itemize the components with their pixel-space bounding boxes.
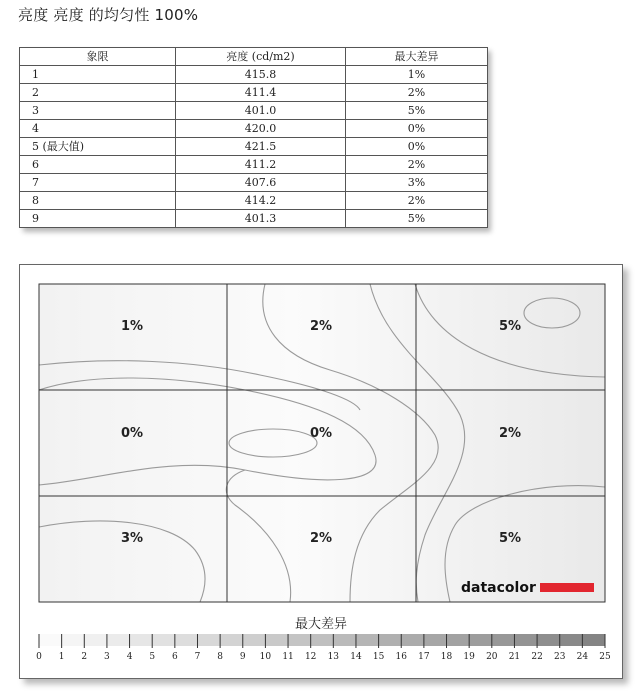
logo-text: datacolor bbox=[461, 580, 536, 596]
uniformity-table bbox=[19, 47, 488, 228]
legend-tick-label: 25 bbox=[599, 652, 611, 662]
cell-label: 3% bbox=[120, 531, 144, 546]
legend-swatch bbox=[175, 634, 198, 646]
cell-label: 1% bbox=[120, 319, 144, 334]
luminance-cell: 407.6 bbox=[176, 174, 346, 192]
legend-tick-label: 3 bbox=[104, 652, 110, 662]
color-scale-legend bbox=[36, 634, 611, 662]
table-row bbox=[20, 120, 488, 138]
legend-tick-label: 14 bbox=[350, 652, 362, 662]
legend-tick-label: 0 bbox=[36, 652, 42, 662]
difference-cell: 1% bbox=[346, 66, 488, 84]
legend-tick-label: 1 bbox=[58, 652, 65, 662]
legend-tick-label: 15 bbox=[372, 652, 385, 662]
legend-swatch bbox=[424, 634, 447, 646]
cell-label: 2% bbox=[498, 426, 522, 441]
legend-swatch bbox=[469, 634, 492, 646]
table-row bbox=[20, 192, 488, 210]
legend-swatch bbox=[39, 634, 62, 646]
legend-tick-label: 22 bbox=[531, 652, 543, 662]
quadrant-cell: 4 bbox=[20, 120, 176, 138]
legend-swatch bbox=[311, 634, 334, 646]
uniformity-map-svg bbox=[20, 265, 622, 678]
legend-swatch bbox=[243, 634, 266, 646]
legend-tick-label: 10 bbox=[259, 652, 272, 662]
legend-tick-label: 8 bbox=[217, 652, 223, 662]
legend-swatch bbox=[220, 634, 243, 646]
legend-swatch bbox=[197, 634, 220, 646]
legend-tick-label: 5 bbox=[149, 652, 156, 662]
legend-tick-label: 17 bbox=[418, 652, 430, 662]
legend-tick-label: 2 bbox=[81, 652, 88, 662]
table-row bbox=[20, 84, 488, 102]
legend-tick-label: 13 bbox=[327, 652, 340, 662]
legend-title: 最大差异 bbox=[294, 617, 348, 632]
legend-swatch bbox=[514, 634, 537, 646]
table-row bbox=[20, 210, 488, 228]
quadrant-cell: 6 bbox=[20, 156, 176, 174]
legend-tick-label: 9 bbox=[239, 652, 246, 662]
luminance-cell: 414.2 bbox=[176, 192, 346, 210]
logo-bar bbox=[540, 583, 594, 592]
legend-tick-label: 23 bbox=[553, 652, 566, 662]
page-title: 亮度 亮度 的均匀性 100% bbox=[18, 6, 199, 24]
luminance-cell: 420.0 bbox=[176, 120, 346, 138]
table-row bbox=[20, 138, 488, 156]
legend-swatch bbox=[379, 634, 402, 646]
difference-cell: 3% bbox=[346, 174, 488, 192]
cell-label: 0% bbox=[120, 426, 144, 441]
legend-swatch bbox=[84, 634, 107, 646]
legend-swatch bbox=[288, 634, 311, 646]
legend-swatch bbox=[447, 634, 470, 646]
legend-tick-label: 19 bbox=[463, 652, 475, 662]
table-row bbox=[20, 102, 488, 120]
luminance-cell: 411.2 bbox=[176, 156, 346, 174]
quadrant-cell: 7 bbox=[20, 174, 176, 192]
cell-label: 5% bbox=[498, 531, 522, 546]
table-row bbox=[20, 66, 488, 84]
legend-swatch bbox=[560, 634, 583, 646]
quadrant-cell: 5 (最大值) bbox=[20, 138, 176, 156]
difference-cell: 2% bbox=[346, 156, 488, 174]
luminance-cell: 421.5 bbox=[176, 138, 346, 156]
legend-swatch bbox=[401, 634, 424, 646]
header-luminance: 亮度 (cd/m2) bbox=[176, 48, 346, 66]
header-quadrant: 象限 bbox=[20, 48, 176, 66]
legend-swatch bbox=[356, 634, 379, 646]
header-max-difference: 最大差异 bbox=[346, 48, 488, 66]
luminance-cell: 401.3 bbox=[176, 210, 346, 228]
difference-cell: 0% bbox=[346, 138, 488, 156]
legend-swatch bbox=[107, 634, 130, 646]
legend-tick-label: 18 bbox=[440, 652, 453, 662]
legend-tick-label: 11 bbox=[282, 652, 294, 662]
legend-tick-label: 24 bbox=[576, 652, 589, 662]
legend-swatch bbox=[152, 634, 175, 646]
legend-swatch bbox=[130, 634, 153, 646]
legend-swatch bbox=[537, 634, 560, 646]
cell-label: 0% bbox=[309, 426, 333, 441]
quadrant-cell: 3 bbox=[20, 102, 176, 120]
cell-label: 5% bbox=[498, 319, 522, 334]
quadrant-cell: 8 bbox=[20, 192, 176, 210]
legend-swatch bbox=[492, 634, 515, 646]
legend-swatch bbox=[265, 634, 288, 646]
difference-cell: 0% bbox=[346, 120, 488, 138]
uniformity-map-panel bbox=[19, 264, 623, 679]
difference-cell: 2% bbox=[346, 84, 488, 102]
legend-tick-label: 4 bbox=[126, 652, 133, 662]
cell-label: 2% bbox=[309, 319, 333, 334]
difference-cell: 5% bbox=[346, 102, 488, 120]
quadrant-cell: 9 bbox=[20, 210, 176, 228]
legend-tick-label: 7 bbox=[194, 652, 201, 662]
legend-tick-label: 16 bbox=[395, 652, 407, 662]
legend-tick-label: 6 bbox=[171, 652, 178, 662]
luminance-cell: 411.4 bbox=[176, 84, 346, 102]
quadrant-cell: 2 bbox=[20, 84, 176, 102]
luminance-cell: 401.0 bbox=[176, 102, 346, 120]
legend-swatch bbox=[333, 634, 356, 646]
legend-tick-label: 21 bbox=[508, 652, 521, 662]
cell-label: 2% bbox=[309, 531, 333, 546]
table-row bbox=[20, 156, 488, 174]
legend-swatch bbox=[62, 634, 85, 646]
uniformity-table-container bbox=[19, 47, 487, 228]
quadrant-cell: 1 bbox=[20, 66, 176, 84]
legend-tick-label: 12 bbox=[304, 652, 317, 662]
legend-swatch bbox=[582, 634, 605, 646]
difference-cell: 5% bbox=[346, 210, 488, 228]
table-row bbox=[20, 174, 488, 192]
table-header-row bbox=[20, 48, 488, 66]
difference-cell: 2% bbox=[346, 192, 488, 210]
luminance-cell: 415.8 bbox=[176, 66, 346, 84]
legend-tick-label: 20 bbox=[486, 652, 498, 662]
